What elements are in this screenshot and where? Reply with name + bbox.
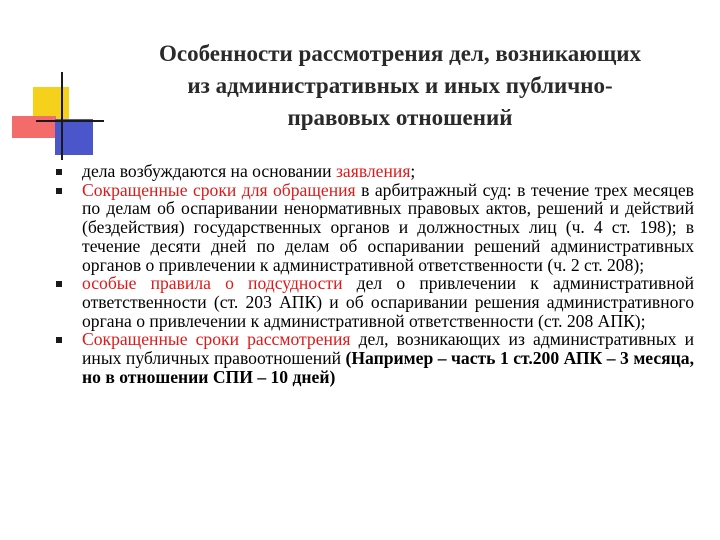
- text-plain: ;: [410, 161, 416, 181]
- text-bold: (Например – часть 1 ст.200 АПК – 3 месяца, но в отношении СПИ – 10 дней): [82, 348, 694, 387]
- logo-horizontal-line: [36, 120, 104, 122]
- text-plain: в арбитражный суд: в течение трех месяцев по делам об оспаривании ненормативных правовых актов, решений и действий (бездействия) государственных органов и должностных лиц (ч. 4 ст. 198); в течение десяти дней по делам об оспаривании решений административных органов о привлечении к административной ответственности (ч. 2 ст. 208);: [82, 179, 694, 275]
- text-plain: дел о привлечении к административной ответственности (ст. 203 АПК) и об оспаривании решения административного органа о привлечении к административной ответственности (ст. 208 АПК);: [82, 273, 694, 331]
- bullet-list: [52, 162, 694, 386]
- logo-vertical-line: [61, 72, 63, 160]
- text-plain: дела возбуждаются на основании: [82, 161, 336, 181]
- list-item-text: [82, 274, 694, 330]
- list-item-text: [82, 181, 694, 275]
- square-bullet-icon: [56, 169, 62, 175]
- slide-title: [100, 38, 700, 134]
- list-item-text: [82, 330, 694, 386]
- square-bullet-icon: [56, 337, 62, 343]
- text-highlight: Сокращенные сроки для обращения: [82, 179, 356, 200]
- square-bullet-icon: [56, 281, 62, 287]
- text-highlight: заявления: [335, 161, 411, 181]
- list-item: [52, 162, 694, 181]
- list-item: [52, 330, 694, 386]
- text-plain: дел, возникающих из административных и иных публичных правоотношений: [82, 329, 694, 369]
- title-line-3: правовых отношений: [287, 105, 513, 130]
- title-line-1: Особенности рассмотрения дел, возникающих: [159, 41, 641, 66]
- title-line-2: из административных и иных публично-: [187, 73, 613, 98]
- list-item: [52, 181, 694, 275]
- text-highlight: Сокращенные сроки рассмотрения: [82, 329, 351, 350]
- list-item: [52, 274, 694, 330]
- list-item-text: [82, 162, 694, 181]
- text-highlight: особые правила о подсудности: [82, 273, 343, 294]
- square-bullet-icon: [56, 188, 62, 194]
